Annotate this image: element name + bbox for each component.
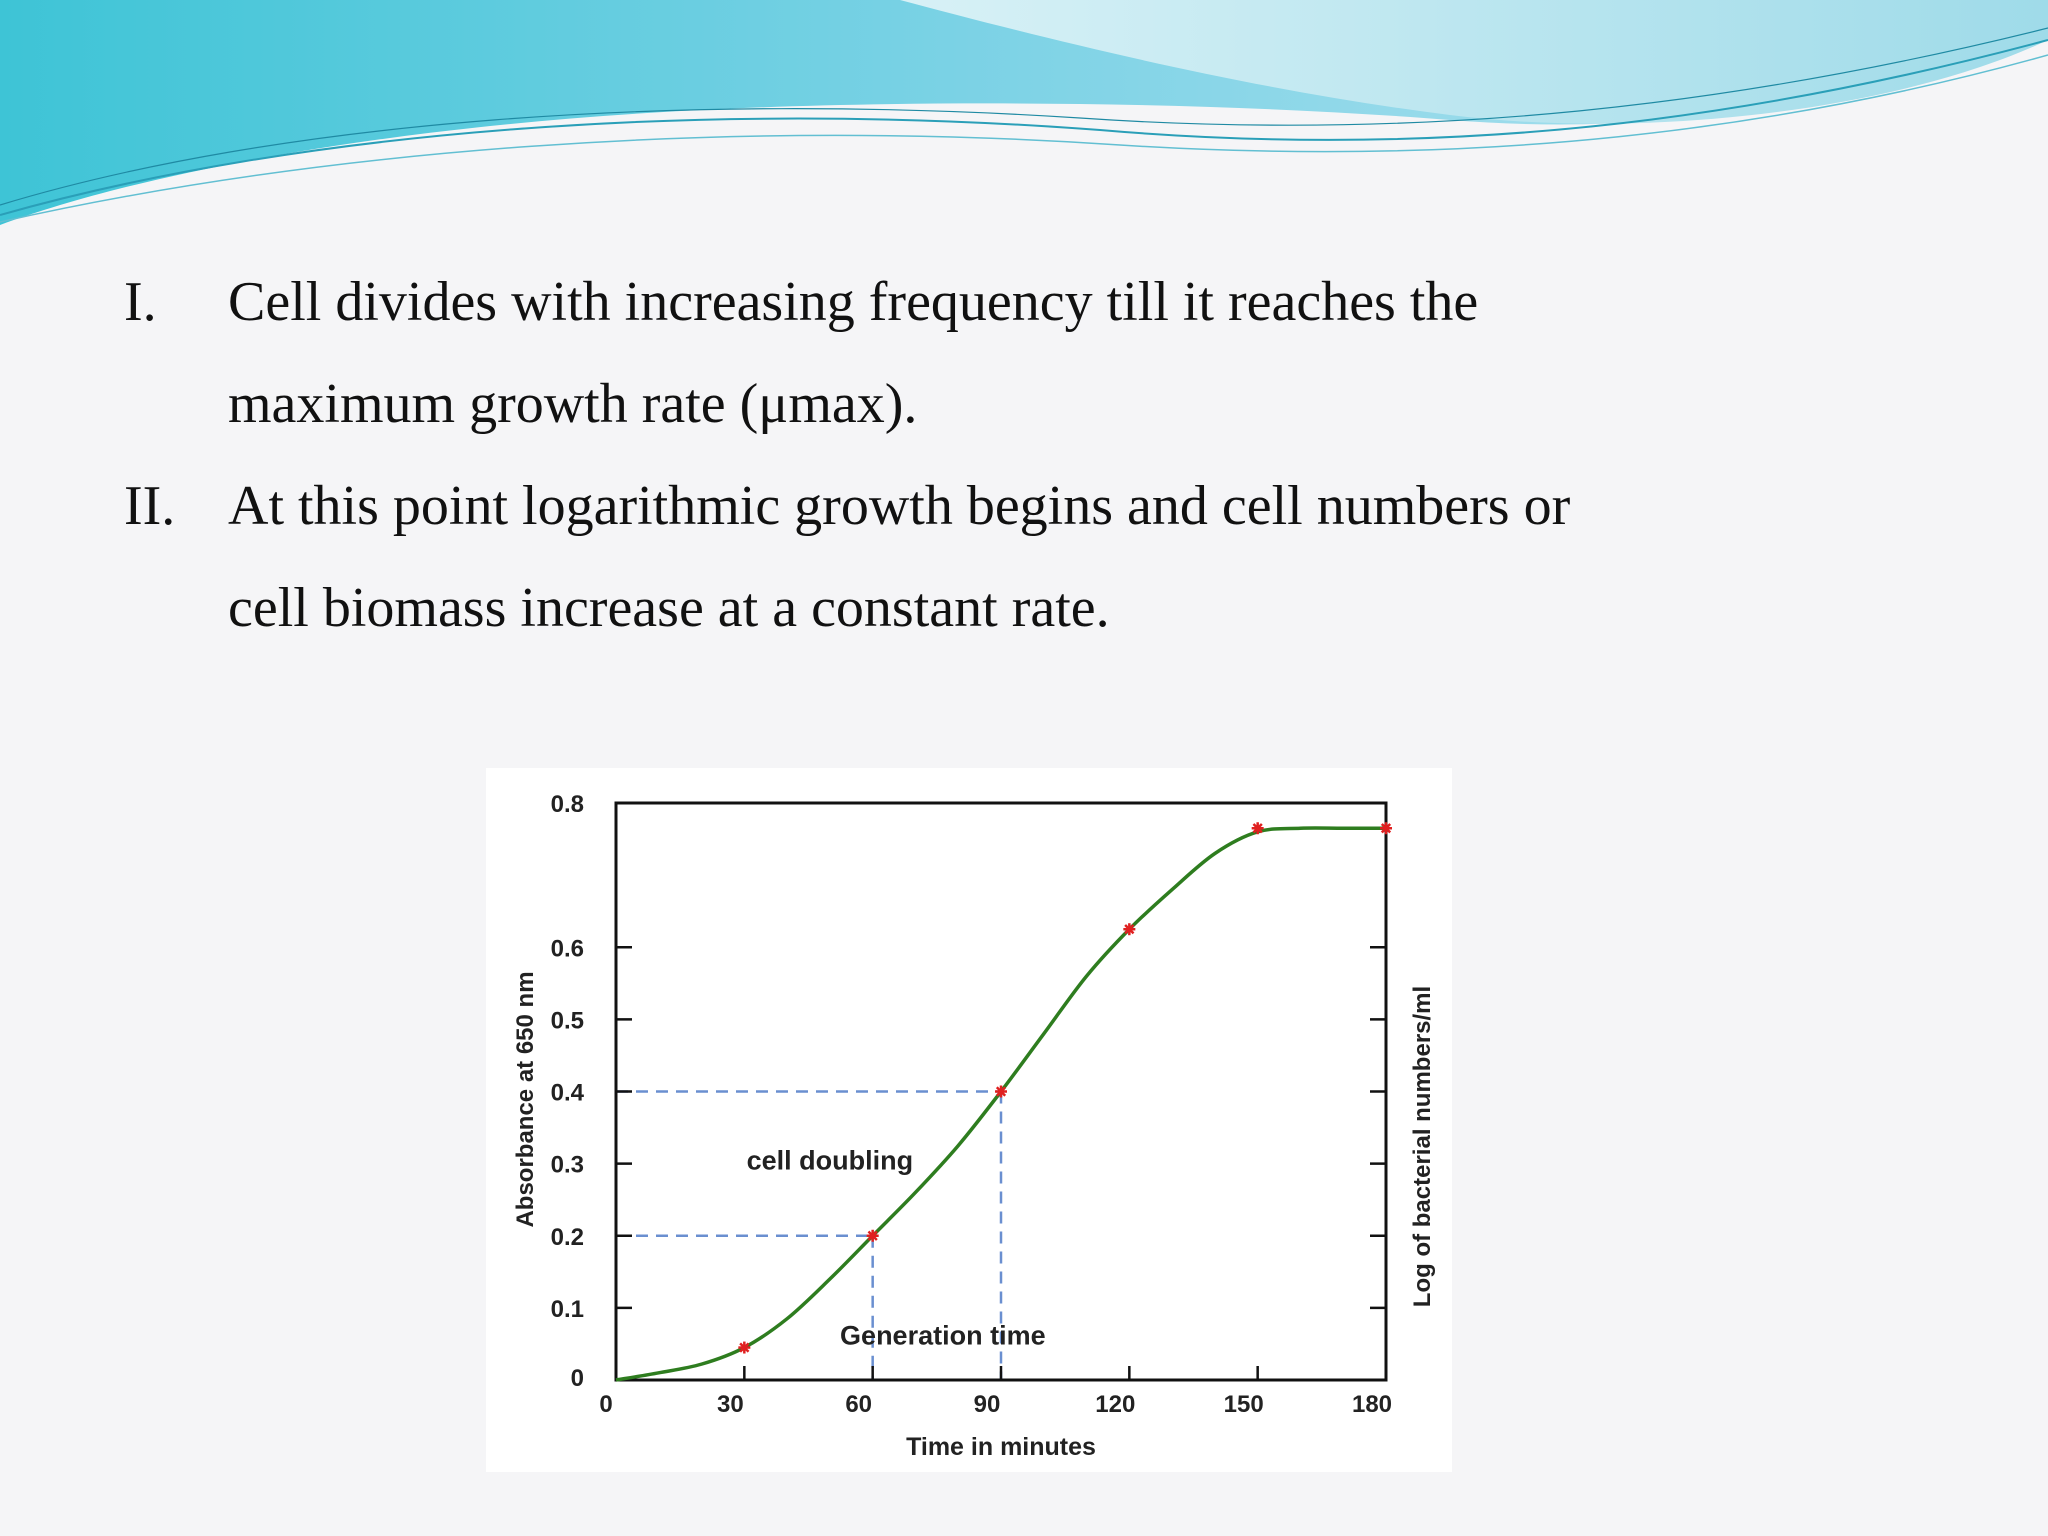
x-axis-title: Time in minutes bbox=[906, 1433, 1096, 1461]
bullet-number: I. bbox=[124, 271, 157, 333]
x-tick-label: 150 bbox=[1223, 1391, 1264, 1418]
x-tick-label: 120 bbox=[1095, 1391, 1136, 1418]
y-tick-label: 0.6 bbox=[550, 935, 584, 963]
bullet-text-line: At this point logarithmic growth begins and cell numbers or bbox=[228, 475, 1571, 537]
y-tick-label: 0.4 bbox=[550, 1079, 584, 1107]
y-tick-label: 0.8 bbox=[550, 791, 584, 818]
y-tick-label: 0.1 bbox=[550, 1295, 584, 1323]
x-tick-label: 180 bbox=[1351, 1391, 1393, 1418]
growth-curve-chart bbox=[486, 768, 1452, 1472]
y-tick-label: 0 bbox=[570, 1365, 584, 1392]
x-tick-label: 90 bbox=[973, 1391, 1001, 1418]
cell-doubling-label: cell doubling bbox=[746, 1145, 914, 1176]
data-point-marker bbox=[1380, 822, 1392, 834]
y-tick-label: 0.2 bbox=[550, 1223, 584, 1251]
bullet-number: II. bbox=[124, 475, 176, 537]
generation-time-label: Generation time bbox=[840, 1320, 1046, 1351]
bullet-text-line: Cell divides with increasing frequency till it reaches the bbox=[228, 271, 1479, 333]
data-point-marker bbox=[867, 1230, 879, 1242]
header-wave-decoration bbox=[0, 0, 2048, 240]
y2-axis-title: Log of bacterial numbers/ml bbox=[1409, 985, 1436, 1308]
bullet-text-line: cell biomass increase at a constant rate. bbox=[228, 577, 1110, 639]
x-tick-label: 0 bbox=[599, 1391, 613, 1418]
x-tick-label: 30 bbox=[716, 1391, 744, 1418]
x-tick-label: 60 bbox=[845, 1391, 873, 1418]
data-point-marker bbox=[995, 1086, 1007, 1098]
y-axis-title: Absorbance at 650 nm bbox=[512, 971, 539, 1228]
chart-svg bbox=[486, 768, 1452, 1472]
y-tick-label: 0.5 bbox=[550, 1007, 584, 1035]
y-tick-label: 0.3 bbox=[550, 1151, 584, 1179]
bullet-text-line: maximum growth rate (μmax). bbox=[228, 373, 918, 435]
